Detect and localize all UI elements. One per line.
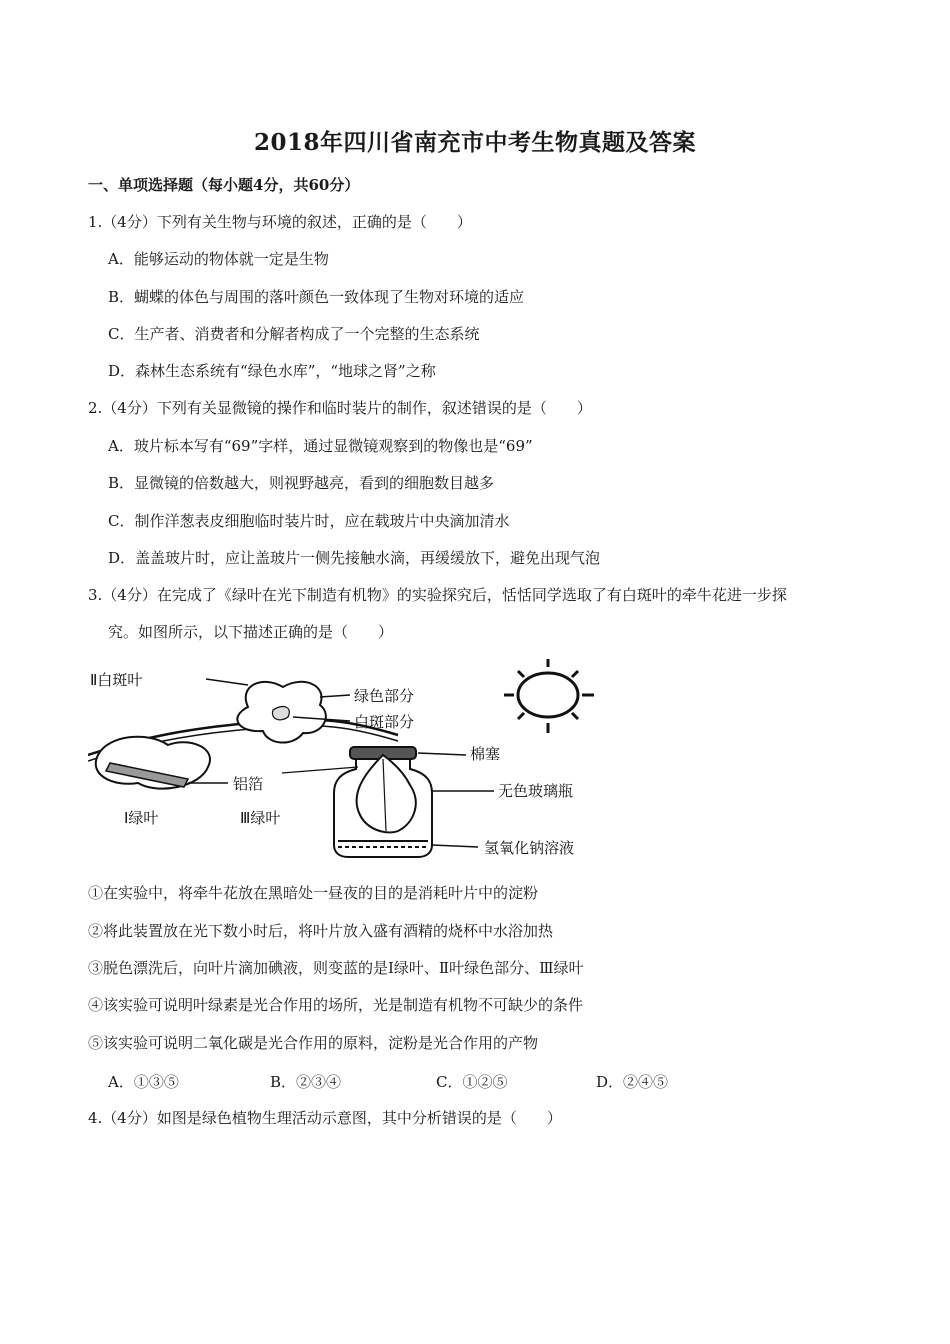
- label-white-spot-leaf: Ⅱ白斑叶: [90, 671, 143, 689]
- question-3-statement-5: ⑤该实验可说明二氧化碳是光合作用的原料，淀粉是光合作用的产物: [88, 1034, 539, 1052]
- question-3-statement-2: ②将此装置放在光下数小时后，将叶片放入盛有酒精的烧杯中水浴加热: [88, 922, 554, 940]
- question-3-stem-line-2: 究。如图所示，以下描述正确的是（ ）: [108, 623, 394, 641]
- label-sodium-hydroxide: 氢氧化钠溶液: [484, 839, 575, 857]
- question-1-option-b: B．蝴蝶的体色与周围的落叶颜色一致体现了生物对环境的适应: [108, 288, 525, 306]
- question-3-choices: [108, 1071, 708, 1091]
- question-3-choice-a: A．①③⑤: [108, 1073, 179, 1091]
- question-3-choice-d: D．②④⑤: [596, 1073, 669, 1091]
- label-foil: 铝箔: [233, 775, 264, 793]
- label-green-leaf-3: Ⅲ绿叶: [240, 809, 281, 827]
- label-green-part: 绿色部分: [354, 687, 415, 705]
- question-3-statement-1: ①在实验中，将牵牛花放在黑暗处一昼夜的目的是消耗叶片中的淀粉: [88, 884, 539, 902]
- page-title: 2018年四川省南充市中考生物真题及答案: [253, 129, 696, 156]
- label-glass-jar: 无色玻璃瓶: [498, 782, 574, 800]
- label-white-part: 白斑部分: [354, 713, 415, 731]
- question-3-statement-4: ④该实验可说明叶绿素是光合作用的场所，光是制造有机物不可缺少的条件: [88, 996, 584, 1014]
- question-3-choice-b: B．②③④: [270, 1073, 342, 1091]
- section-heading: 一、单项选择题（每小题4分，共60分）: [88, 176, 360, 194]
- label-cotton-stopper: 棉塞: [470, 745, 501, 763]
- question-2-option-d: D．盖盖玻片时，应让盖玻片一侧先接触水滴，再缓缓放下，避免出现气泡: [108, 549, 601, 567]
- question-2-option-b: B．显微镜的倍数越大，则视野越亮，看到的细胞数目越多: [108, 474, 495, 492]
- label-green-leaf-1: Ⅰ绿叶: [124, 809, 159, 827]
- question-3-stem-line-1: 3.（4分）在完成了《绿叶在光下制造有机物》的实验探究后，恬恬同学选取了有白斑叶的牵牛花进一步探: [88, 586, 787, 604]
- question-3-statement-3: ③脱色漂洗后，向叶片滴加碘液，则变蓝的是Ⅰ绿叶、Ⅱ叶绿色部分、Ⅲ绿叶: [88, 959, 584, 977]
- question-2-option-a: A．玻片标本写有“69”字样，通过显微镜观察到的物像也是“69”: [108, 437, 533, 455]
- question-2-option-c: C．制作洋葱表皮细胞临时装片时，应在载玻片中央滴加清水: [108, 512, 510, 530]
- question-1-stem: 1.（4分）下列有关生物与环境的叙述，正确的是（ ）: [88, 213, 472, 231]
- question-1-option-d: D．森林生态系统有“绿色水库”，“地球之肾”之称: [108, 362, 436, 380]
- sun-icon: [504, 659, 594, 733]
- experiment-figure: [88, 655, 648, 870]
- question-1-option-a: A．能够运动的物体就一定是生物: [108, 250, 329, 268]
- question-2-stem: 2.（4分）下列有关显微镜的操作和临时装片的制作，叙述错误的是（ ）: [88, 399, 592, 417]
- question-1-option-c: C．生产者、消费者和分解者构成了一个完整的生态系统: [108, 325, 480, 343]
- question-3-choice-c: C．①②⑤: [436, 1073, 508, 1091]
- question-4-stem: 4.（4分）如图是绿色植物生理活动示意图，其中分析错误的是（ ）: [88, 1109, 562, 1127]
